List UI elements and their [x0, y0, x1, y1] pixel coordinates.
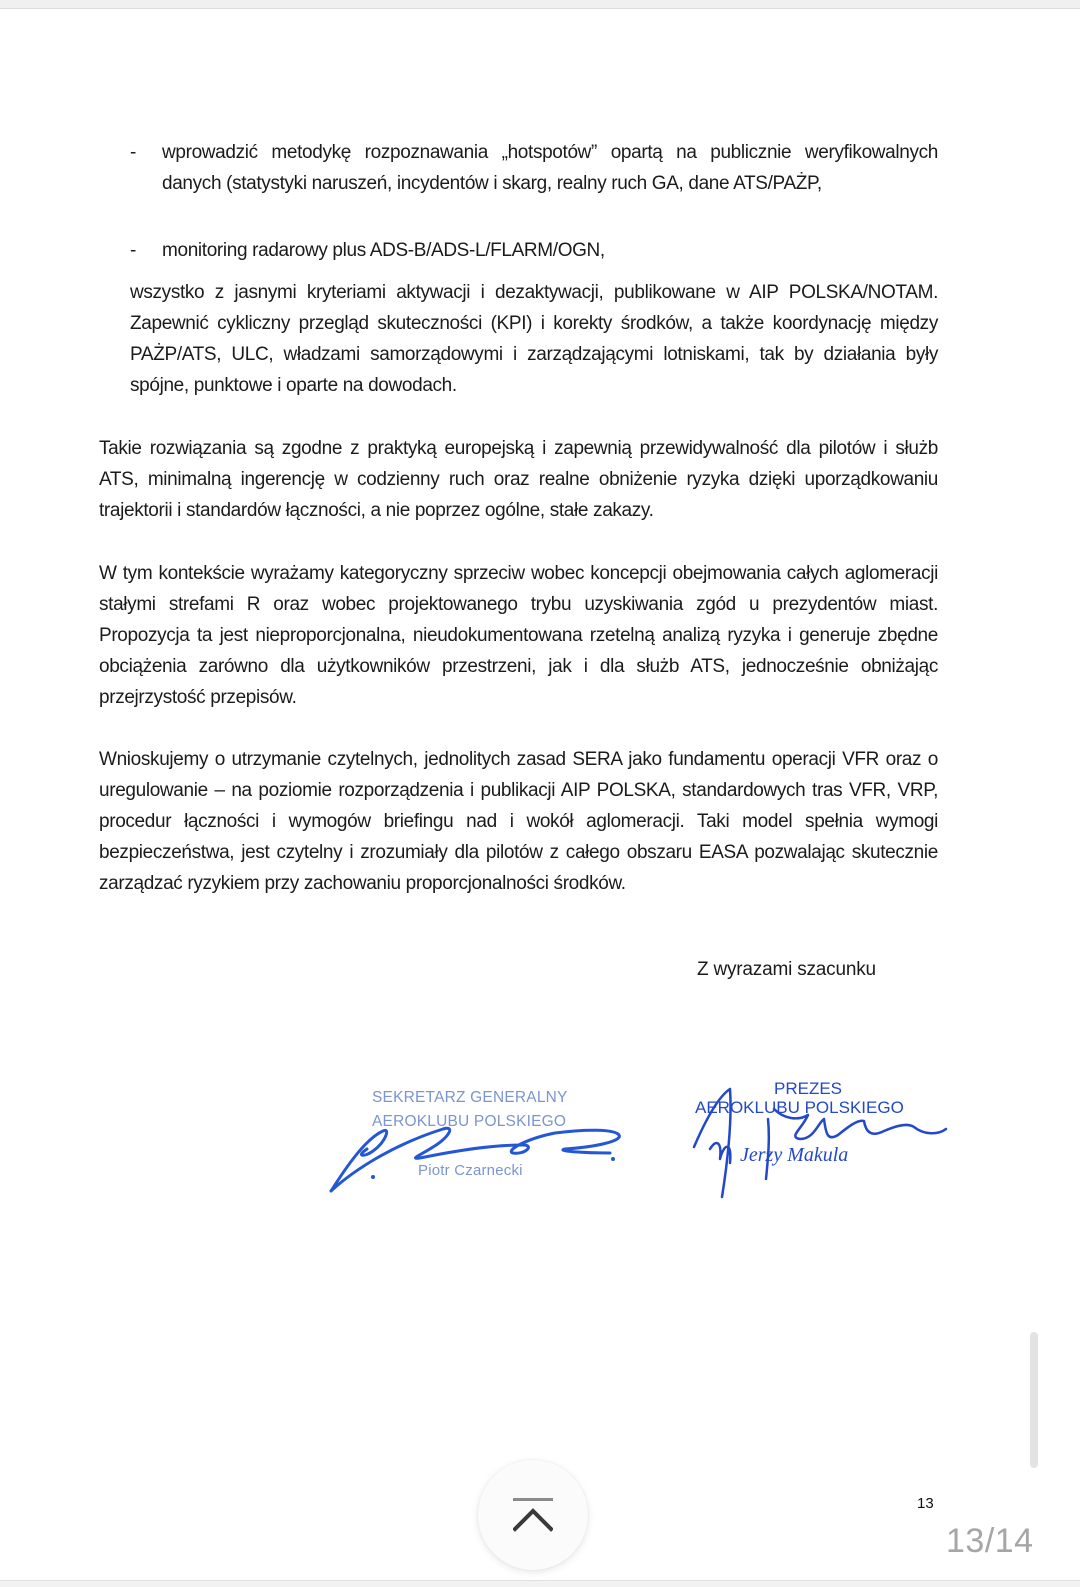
handwritten-signature: [325, 1109, 625, 1199]
signatory-name: Piotr Czarnecki: [418, 1162, 523, 1179]
stamp-title: PREZES: [774, 1079, 843, 1098]
viewer-bottom-edge: [0, 1580, 1080, 1587]
bullet-item: [130, 235, 938, 266]
paragraph: W tym kontekście wyrażamy kategoryczny sprzeciw wobec koncepcji obejmowania całych aglomeracji stałymi strefami R oraz wobec projektowanego trybu uzyskiwania zgód u prezydentów miast. Propozycja ta jest nieproporcjonalna, nieudokumentowana rzetelną analizą ryzyka i generuje zbędne obciążenia zarówno dla użytkowników przestrzeni, jak i dla służb ATS, jednocześnie obniżając przejrzystość przepisów.: [99, 563, 938, 708]
vertical-scrollbar[interactable]: [1030, 1332, 1038, 1468]
bullet-dash: -: [130, 142, 136, 163]
stamp-organization: AEROKLUBU POLSKIEGO: [372, 1113, 567, 1130]
stamp-title: SEKRETARZ GENERALNY: [372, 1089, 568, 1106]
indented-paragraph: wszystko z jasnymi kryteriami aktywacji i dezaktywacji, publikowane w AIP POLSKA/NOTAM. Zapewnić cykliczny przegląd skuteczności (KPI) i korekty środków, a także koordynację między PAŻP/ATS, ULC, władzami samorządowymi i zarządzającymi lotniskami, tak by działania były spójne, punktowe i oparte na dowodach.: [130, 282, 938, 396]
scroll-to-top-button[interactable]: [478, 1460, 588, 1570]
page-number: 13: [917, 1495, 934, 1512]
bullet-dash: -: [130, 240, 136, 261]
handwritten-signature: [688, 1079, 953, 1204]
paragraph: Takie rozwiązania są zgodne z praktyką europejską i zapewnią przewidywalność dla pilotów i służb ATS, minimalną ingerencję w codzienny ruch oraz realne obniżenie ryzyka dzięki uporządkowaniu trajektorii i standardów łączności, a nie poprzez ogólne, stałe zakazy.: [99, 438, 938, 521]
signatory-name: Jerzy Makula: [740, 1144, 849, 1166]
bullet-text: wprowadzić metodykę rozpoznawania „hotspotów” opartą na publicznie weryfikowalnych danych (statystyki naruszeń, incydentów i skarg, realny ruch GA, dane ATS/PAŻP,: [162, 142, 938, 194]
scroll-to-top-icon: [513, 1498, 553, 1532]
document-page: [0, 9, 1080, 1579]
bullet-text: monitoring radarowy plus ADS-B/ADS-L/FLARM/OGN,: [162, 240, 605, 261]
stamp-organization: AEROKLUBU POLSKIEGO: [695, 1098, 904, 1117]
page-indicator: 13/14: [946, 1522, 1034, 1560]
bullet-item: [130, 137, 938, 199]
viewer-top-bar: [0, 0, 1080, 9]
closing-salutation: Z wyrazami szacunku: [697, 959, 876, 980]
paragraph: Wnioskujemy o utrzymanie czytelnych, jednolitych zasad SERA jako fundamentu operacji VFR oraz o uregulowanie – na poziomie rozporządzenia i publikacji AIP POLSKA, standardowych tras VFR, VRP, procedur łączności i wymogów briefingu nad i wokół aglomeracji. Taki model spełnia wymogi bezpieczeństwa, jest czytelny i zrozumiały dla pilotów z całego obszaru EASA pozwalając skutecznie zarządzać ryzykiem przy zachowaniu proporcjonalności środków.: [99, 749, 938, 894]
